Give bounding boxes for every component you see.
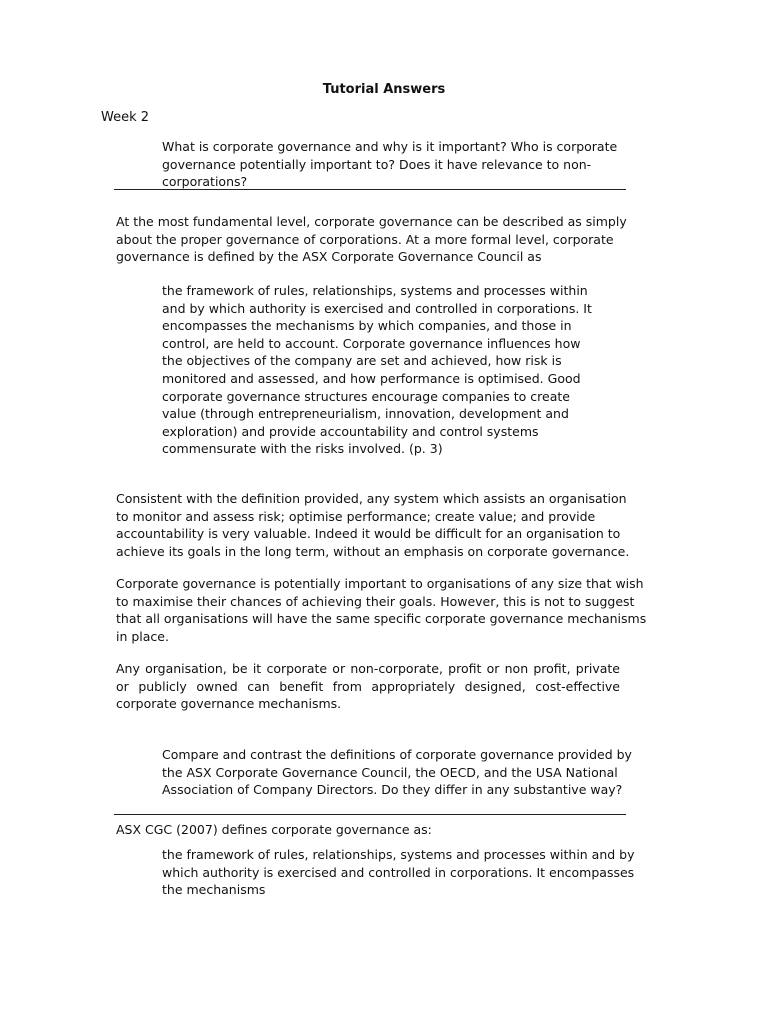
asx-quote-1-line: and by which authority is exercised and controlled in corporations. It	[162, 300, 592, 316]
question-2	[162, 746, 632, 799]
paragraph-2	[116, 490, 636, 560]
paragraph-4	[116, 660, 620, 713]
paragraph-3-line: to maximise their chances of achieving their goals. However, this is not to suggest	[116, 593, 635, 609]
question-2-line: Compare and contrast the definitions of corporate governance provided by	[162, 747, 632, 762]
asx-quote-1-line: exploration) and provide accountability and control systems	[162, 423, 539, 439]
asx-cgc-intro-line: ASX CGC (2007) defines corporate governance as:	[116, 822, 432, 837]
asx-quote-2-line: the mechanisms	[162, 882, 266, 898]
asx-quote-1-line: the framework of rules, relationships, systems and processes within	[162, 283, 588, 298]
intro-paragraph-line: At the most fundamental level, corporate governance can be described as simply	[116, 214, 627, 229]
paragraph-2-line: accountability is very valuable. Indeed it would be difficult for an organisation to	[116, 526, 621, 542]
paragraph-4-line: or publicly owned can benefit from appropriately designed, cost-effective	[116, 678, 620, 694]
asx-quote-1-line: encompasses the mechanisms by which companies, and those in	[162, 318, 572, 334]
question-1-line: governance potentially important to? Does it have relevance to non-	[162, 156, 592, 172]
week-label: Week 2	[101, 110, 150, 125]
question-2-line: the ASX Corporate Governance Council, the OECD, and the USA National	[162, 764, 618, 780]
paragraph-3	[116, 575, 646, 645]
question-1-line: corporations?	[162, 174, 248, 190]
asx-quote-1-line: control, are held to account. Corporate governance influences how	[162, 335, 581, 351]
question-1-line: What is corporate governance and why is it important? Who is corporate	[162, 139, 618, 154]
question-2-line: Association of Company Directors. Do they differ in any substantive way?	[162, 782, 623, 798]
paragraph-3-line: in place.	[116, 628, 169, 644]
asx-quote-1-line: corporate governance structures encourage companies to create	[162, 388, 570, 404]
paragraph-2-line: achieve its goals in the long term, without an emphasis on corporate governance.	[116, 543, 630, 559]
paragraph-4-line: Any organisation, be it corporate or non-corporate, profit or non profit, private	[116, 661, 620, 676]
asx-quote-1-line: value (through entrepreneurialism, innovation, development and	[162, 406, 569, 422]
intro-paragraph	[116, 213, 636, 266]
intro-paragraph-line: about the proper governance of corporations. At a more formal level, corporate	[116, 231, 614, 247]
asx-quote-2	[162, 846, 642, 899]
asx-quote-2-line: the framework of rules, relationships, systems and processes within and by	[162, 847, 635, 862]
asx-quote-1-line: commensurate with the risks involved. (p. 3)	[162, 441, 443, 457]
question-1	[162, 138, 632, 191]
question-2-rule	[114, 814, 626, 815]
asx-cgc-intro	[116, 821, 636, 839]
paragraph-2-line: to monitor and assess risk; optimise performance; create value; and provide	[116, 508, 596, 524]
asx-quote-1-line: the objectives of the company are set and achieved, how risk is	[162, 353, 562, 369]
paragraph-4-line: corporate governance mechanisms.	[116, 696, 342, 712]
asx-quote-2-line: which authority is exercised and controlled in corporations. It encompasses	[162, 864, 635, 880]
intro-paragraph-line: governance is defined by the ASX Corporate Governance Council as	[116, 249, 542, 265]
page-title: Tutorial Answers	[322, 82, 446, 97]
paragraph-2-line: Consistent with the definition provided, any system which assists an organisation	[116, 491, 627, 506]
paragraph-3-line: Corporate governance is potentially important to organisations of any size that wish	[116, 576, 644, 591]
asx-quote-1	[162, 282, 612, 458]
asx-quote-1-line: monitored and assessed, and how performance is optimised. Good	[162, 370, 581, 386]
paragraph-3-line: that all organisations will have the same specific corporate governance mechanisms	[116, 611, 647, 627]
question-1-rule	[114, 189, 626, 190]
